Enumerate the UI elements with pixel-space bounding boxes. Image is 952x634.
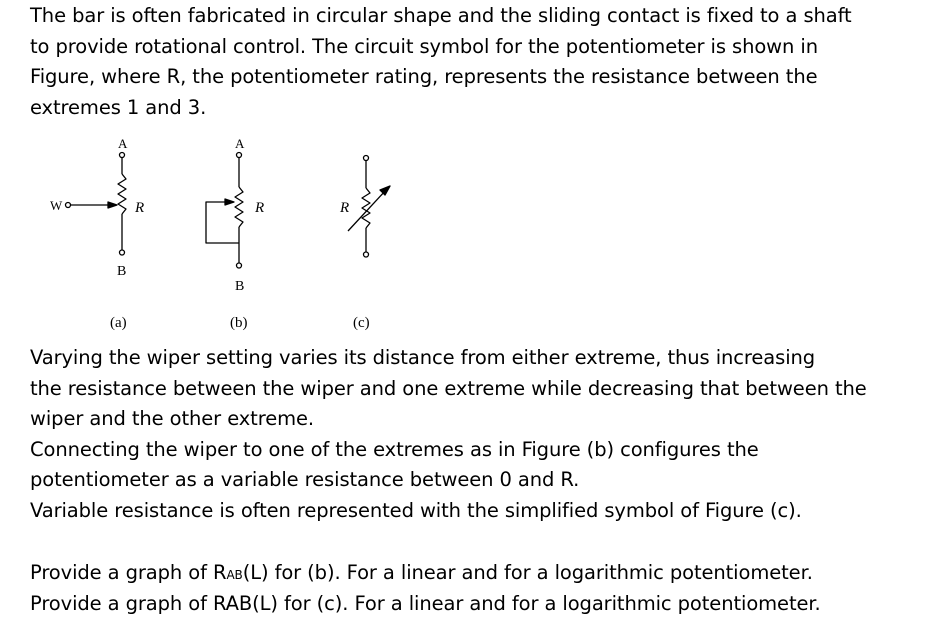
text-line: wiper and the other extreme. <box>30 407 315 431</box>
intro-paragraph <box>30 1 852 123</box>
questions <box>30 558 821 619</box>
q1-text-end: (L) for (b). For a linear and for a logarithmic potentiometer. <box>242 561 813 584</box>
caption-c: (c) <box>353 315 370 331</box>
label-b-r: R <box>255 200 265 216</box>
question-1 <box>30 558 821 589</box>
text-line: Figure, where R, the potentiometer rating, represents the resistance between the <box>30 65 818 89</box>
label-a-wiper: W <box>50 198 63 213</box>
caption-b: (b) <box>230 315 248 331</box>
label-c-r: R <box>340 200 350 216</box>
q1-subscript: AB <box>226 568 243 582</box>
text-line: to provide rotational control. The circuit symbol for the potentiometer is shown in <box>30 34 818 58</box>
label-b-bottom: B <box>235 279 245 294</box>
text-line: extremes 1 and 3. <box>30 95 207 119</box>
text-line: Variable resistance is often represented with the simplified symbol of Figure (c). <box>30 498 802 522</box>
q1-text-start: Provide a graph of R <box>30 561 227 584</box>
label-a-bottom: B <box>117 264 127 279</box>
question-2: Provide a graph of RAB(L) for (c). For a linear and for a logarithmic potentiometer. <box>30 591 821 615</box>
label-a-r: R <box>135 200 145 216</box>
text-line: Connecting the wiper to one of the extremes as in Figure (b) configures the <box>30 437 759 461</box>
label-b-top: A <box>235 136 245 151</box>
symbol-a <box>66 153 127 256</box>
text-line: the resistance between the wiper and one extreme while decreasing that between the <box>30 376 867 400</box>
text-line: potentiometer as a variable resistance between 0 and R. <box>30 468 580 492</box>
symbol-c <box>348 156 390 258</box>
text-line: Varying the wiper setting varies its distance from either extreme, thus increasing <box>30 346 816 369</box>
text-line: The bar is often fabricated in circular shape and the sliding contact is fixed to a shaft <box>30 4 852 27</box>
symbol-b <box>206 153 243 269</box>
label-a-top: A <box>118 136 128 151</box>
caption-a: (a) <box>110 315 127 331</box>
potentiometer-symbols-figure <box>40 130 400 340</box>
body-paragraph <box>30 343 867 527</box>
